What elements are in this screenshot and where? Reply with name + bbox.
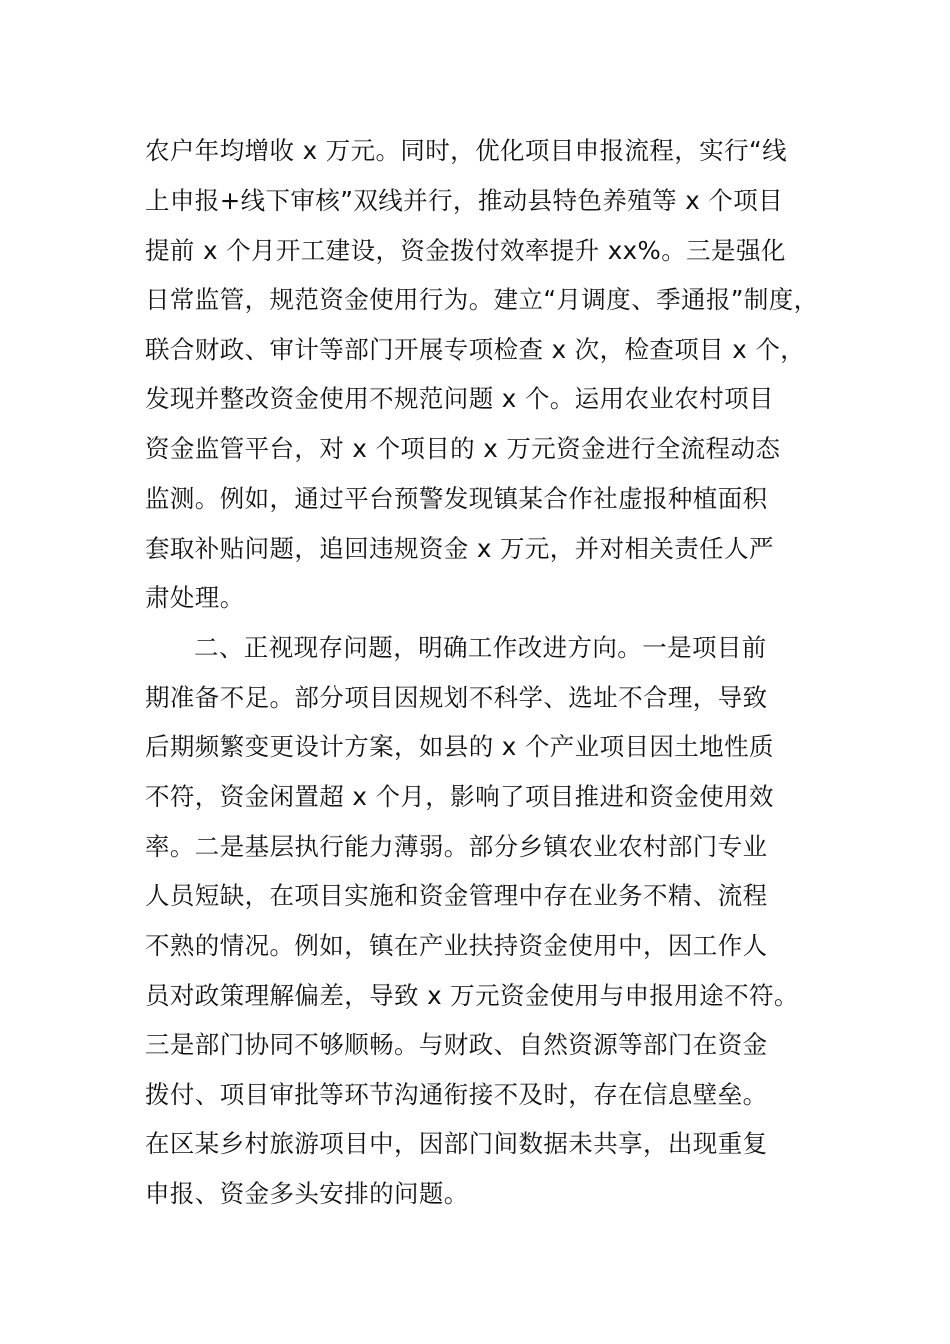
section-heading-line: 二、正视现存问题，明确工作改进方向。一是项目前	[194, 633, 767, 662]
text-line: 期准备不足。部分项目因规划不科学、选址不合理，导致	[145, 683, 768, 712]
text-line: 监测。例如，通过平台预警发现镇某合作社虚报种植面积	[145, 484, 768, 513]
text-line: 套取补贴问题，追回违规资金 x 万元，并对相关责任人严	[145, 534, 774, 563]
text-line: 资金监管平台，对 x 个项目的 x 万元资金进行全流程动态	[145, 434, 781, 463]
text-line: 率。二是基层执行能力薄弱。部分乡镇农业农村部门专业	[145, 832, 768, 861]
text-line: 后期频繁变更设计方案，如县的 x 个产业项目因土地性质	[145, 732, 774, 761]
text-line: 肃处理。	[145, 583, 245, 612]
text-line: 申报、资金多头安排的问题。	[145, 1179, 469, 1208]
text-line: 日常监管，规范资金使用行为。建立“月调度、季通报”制度，	[145, 285, 819, 314]
text-line: 拨付、项目审批等环节沟通衔接不及时，存在信息壁垒。	[145, 1080, 768, 1109]
text-line: 员对政策理解偏差，导致 x 万元资金使用与申报用途不符。	[145, 981, 799, 1010]
text-line: 发现并整改资金使用不规范问题 x 个。运用农业农村项目	[145, 384, 774, 413]
text-line: 人员短缺，在项目实施和资金管理中存在业务不精、流程	[145, 881, 768, 910]
text-line: 不熟的情况。例如，镇在产业扶持资金使用中，因工作人	[145, 931, 768, 960]
text-line: 在区某乡村旅游项目中，因部门间数据未共享，出现重复	[145, 1129, 768, 1158]
text-line: 不符，资金闲置超 x 个月，影响了项目推进和资金使用效	[145, 782, 774, 811]
text-line: 提前 x 个月开工建设，资金拨付效率提升 xx%。三是强化	[145, 236, 786, 265]
text-line: 上申报+线下审核”双线并行，推动县特色养殖等 x 个项目	[145, 186, 783, 215]
text-line: 三是部门协同不够顺畅。与财政、自然资源等部门在资金	[145, 1030, 768, 1059]
text-line: 联合财政、审计等部门开展专项检查 x 次，检查项目 x 个，	[145, 335, 806, 364]
text-line: 农户年均增收 x 万元。同时，优化项目申报流程，实行“线	[145, 136, 787, 165]
